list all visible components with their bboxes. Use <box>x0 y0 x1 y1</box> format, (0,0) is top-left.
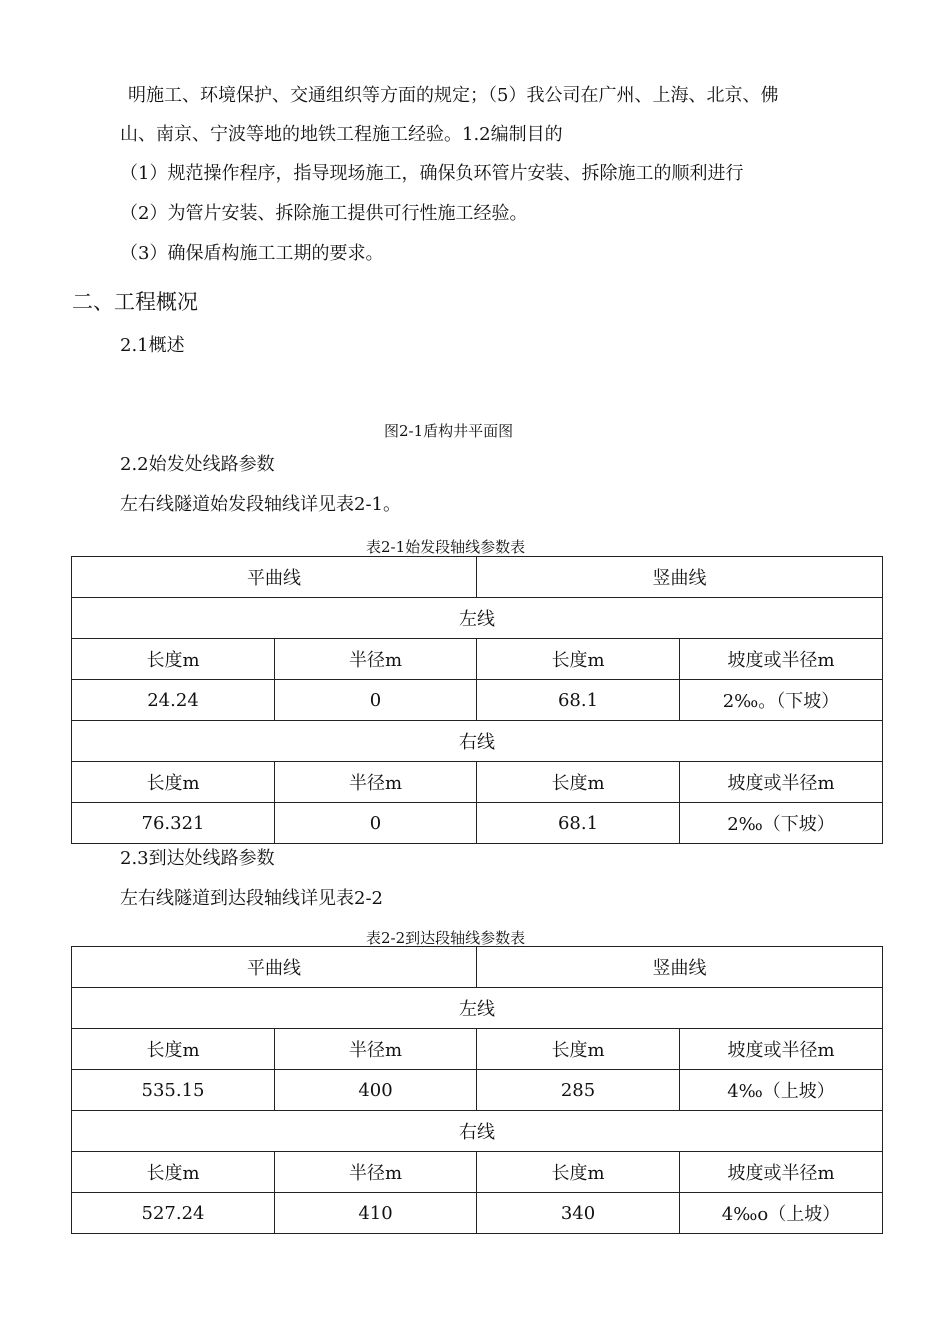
table-cell: 坡度或半径m <box>680 1152 883 1193</box>
list-item-3: （3）确保盾构施工工期的要求。 <box>120 243 384 264</box>
table-cell: 左线 <box>72 988 883 1029</box>
table-cell: 半径m <box>275 1152 477 1193</box>
table2-caption: 表2-2到达段轴线参数表 <box>366 929 526 947</box>
table-cell: 长度m <box>72 639 275 680</box>
table-cell: 24.24 <box>72 680 275 721</box>
table-cell: 竖曲线 <box>477 947 883 988</box>
table-cell: 左线 <box>72 598 883 639</box>
paragraph-line-2: 山、南京、宁波等地的地铁工程施工经验。1.2编制目的 <box>120 124 563 145</box>
table-cell: 右线 <box>72 1111 883 1152</box>
table-cell: 长度m <box>477 1152 680 1193</box>
table1-caption: 表2-1始发段轴线参数表 <box>366 538 526 556</box>
list-item-2: （2）为管片安装、拆除施工提供可行性施工经验。 <box>120 203 528 224</box>
table-row <box>72 1029 883 1070</box>
table-cell: 长度m <box>72 762 275 803</box>
table-cell: 400 <box>275 1070 477 1111</box>
table-cell: 长度m <box>477 762 680 803</box>
table-cell: 4‰o（上坡） <box>680 1193 883 1234</box>
table-cell: 285 <box>477 1070 680 1111</box>
subsection-2-2-text: 左右线隧道始发段轴线详见表2-1。 <box>120 494 401 515</box>
table-row <box>72 762 883 803</box>
table-cell: 坡度或半径m <box>680 1029 883 1070</box>
table-row <box>72 1152 883 1193</box>
table-cell: 右线 <box>72 721 883 762</box>
table-cell: 长度m <box>72 1029 275 1070</box>
table-row <box>72 639 883 680</box>
table-row <box>72 1111 883 1152</box>
table-cell: 0 <box>275 680 477 721</box>
table-cell: 410 <box>275 1193 477 1234</box>
table-row <box>72 557 883 598</box>
table-cell: 平曲线 <box>72 947 477 988</box>
table-cell: 半径m <box>275 762 477 803</box>
table-cell: 76.321 <box>72 803 275 844</box>
table-row <box>72 947 883 988</box>
table-cell: 2‰。（下坡） <box>680 680 883 721</box>
table-cell: 0 <box>275 803 477 844</box>
table-row <box>72 1193 883 1234</box>
subsection-2-3: 2.3到达处线路参数 <box>120 848 275 869</box>
subsection-2-2: 2.2始发处线路参数 <box>120 454 275 475</box>
table-cell: 4‰（上坡） <box>680 1070 883 1111</box>
table-cell: 长度m <box>477 639 680 680</box>
table-cell: 坡度或半径m <box>680 639 883 680</box>
table-row <box>72 680 883 721</box>
table-cell: 坡度或半径m <box>680 762 883 803</box>
paragraph-line-1: 明施工、环境保护、交通组织等方面的规定；（5）我公司在广州、上海、北京、佛 <box>128 85 779 106</box>
table-row <box>72 803 883 844</box>
section-heading: 二、工程概况 <box>72 290 198 314</box>
table-cell: 长度m <box>477 1029 680 1070</box>
table-cell: 竖曲线 <box>477 557 883 598</box>
table-cell: 2‰（下坡） <box>680 803 883 844</box>
table-row <box>72 721 883 762</box>
table-row <box>72 988 883 1029</box>
table-cell: 68.1 <box>477 803 680 844</box>
table1 <box>71 556 883 844</box>
table-row <box>72 1070 883 1111</box>
table-cell: 340 <box>477 1193 680 1234</box>
table-cell: 535.15 <box>72 1070 275 1111</box>
table-cell: 527.24 <box>72 1193 275 1234</box>
table2 <box>71 946 883 1234</box>
subsection-2-3-text: 左右线隧道到达段轴线详见表2-2 <box>120 888 383 909</box>
table-row <box>72 598 883 639</box>
table-cell: 长度m <box>72 1152 275 1193</box>
table-cell: 半径m <box>275 639 477 680</box>
list-item-1: （1）规范操作程序，指导现场施工，确保负环管片安装、拆除施工的顺利进行 <box>120 163 744 184</box>
table-cell: 平曲线 <box>72 557 477 598</box>
figure-caption: 图2-1盾构井平面图 <box>384 422 514 440</box>
table-cell: 68.1 <box>477 680 680 721</box>
table-cell: 半径m <box>275 1029 477 1070</box>
subsection-2-1: 2.1概述 <box>120 335 185 356</box>
